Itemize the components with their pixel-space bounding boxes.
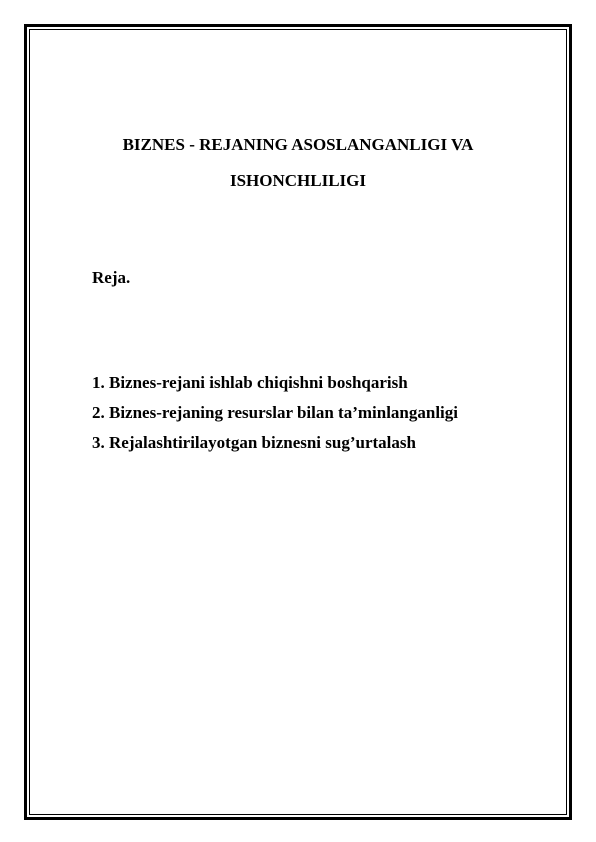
document-title [30,127,566,199]
plan-heading: Reja. [92,268,131,287]
plan-item-2: 2. Biznes-rejaning resurslar bilan ta’minlanganligi [92,403,459,422]
plan-item-3: 3. Rejalashtirilayotgan biznesni sug’urtalash [92,433,416,452]
plan-item-1: 1. Biznes-rejani ishlab chiqishni boshqarish [92,373,408,392]
plan-list [92,368,458,458]
document-title-line-1: BIZNES - REJANING ASOSLANGANLIGI VA [122,135,474,154]
document-title-line-2: ISHONCHLILIGI [229,171,367,190]
